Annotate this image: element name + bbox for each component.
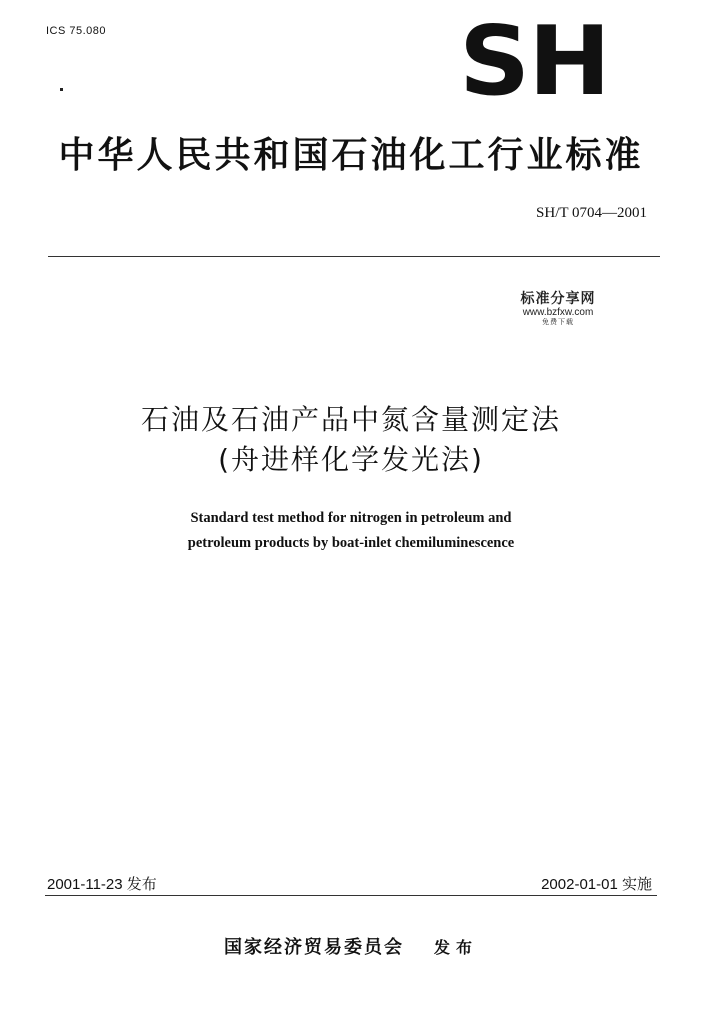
- watermark: [505, 288, 611, 327]
- title-cn-line1: 石油及石油产品中氮含量测定法: [140, 403, 561, 436]
- implement-date: 2002-01-01 实施: [541, 876, 652, 893]
- title-en-line1: Standard test method for nitrogen in petroleum and: [190, 510, 512, 526]
- title-en: [0, 506, 702, 556]
- sh-logo: [459, 4, 617, 117]
- top-divider: [48, 256, 660, 257]
- title-cn-line2: (舟进样化学发光法): [218, 443, 484, 476]
- scan-dot: [60, 88, 63, 91]
- sh-logo-text: SH: [459, 4, 610, 117]
- watermark-line3: 免费下载: [542, 318, 574, 326]
- issuer-line: [0, 933, 702, 959]
- title-en-line2: petroleum products by boat-inlet chemiluminescence: [187, 535, 515, 551]
- issuer-name: 国家经济贸易委员会: [223, 937, 404, 958]
- standard-number: SH/T 0704—2001: [536, 205, 647, 221]
- organization-title: 中华人民共和国石油化工行业标准: [58, 135, 644, 176]
- publish-date: 2001-11-23 发布: [47, 876, 157, 893]
- ics-code: ICS 75.080: [46, 25, 107, 37]
- watermark-line1: 标准分享网: [520, 291, 596, 307]
- watermark-line2: www.bzfxw.com: [522, 307, 594, 318]
- bottom-divider: [45, 895, 657, 896]
- issuer-action: 发布: [433, 938, 478, 957]
